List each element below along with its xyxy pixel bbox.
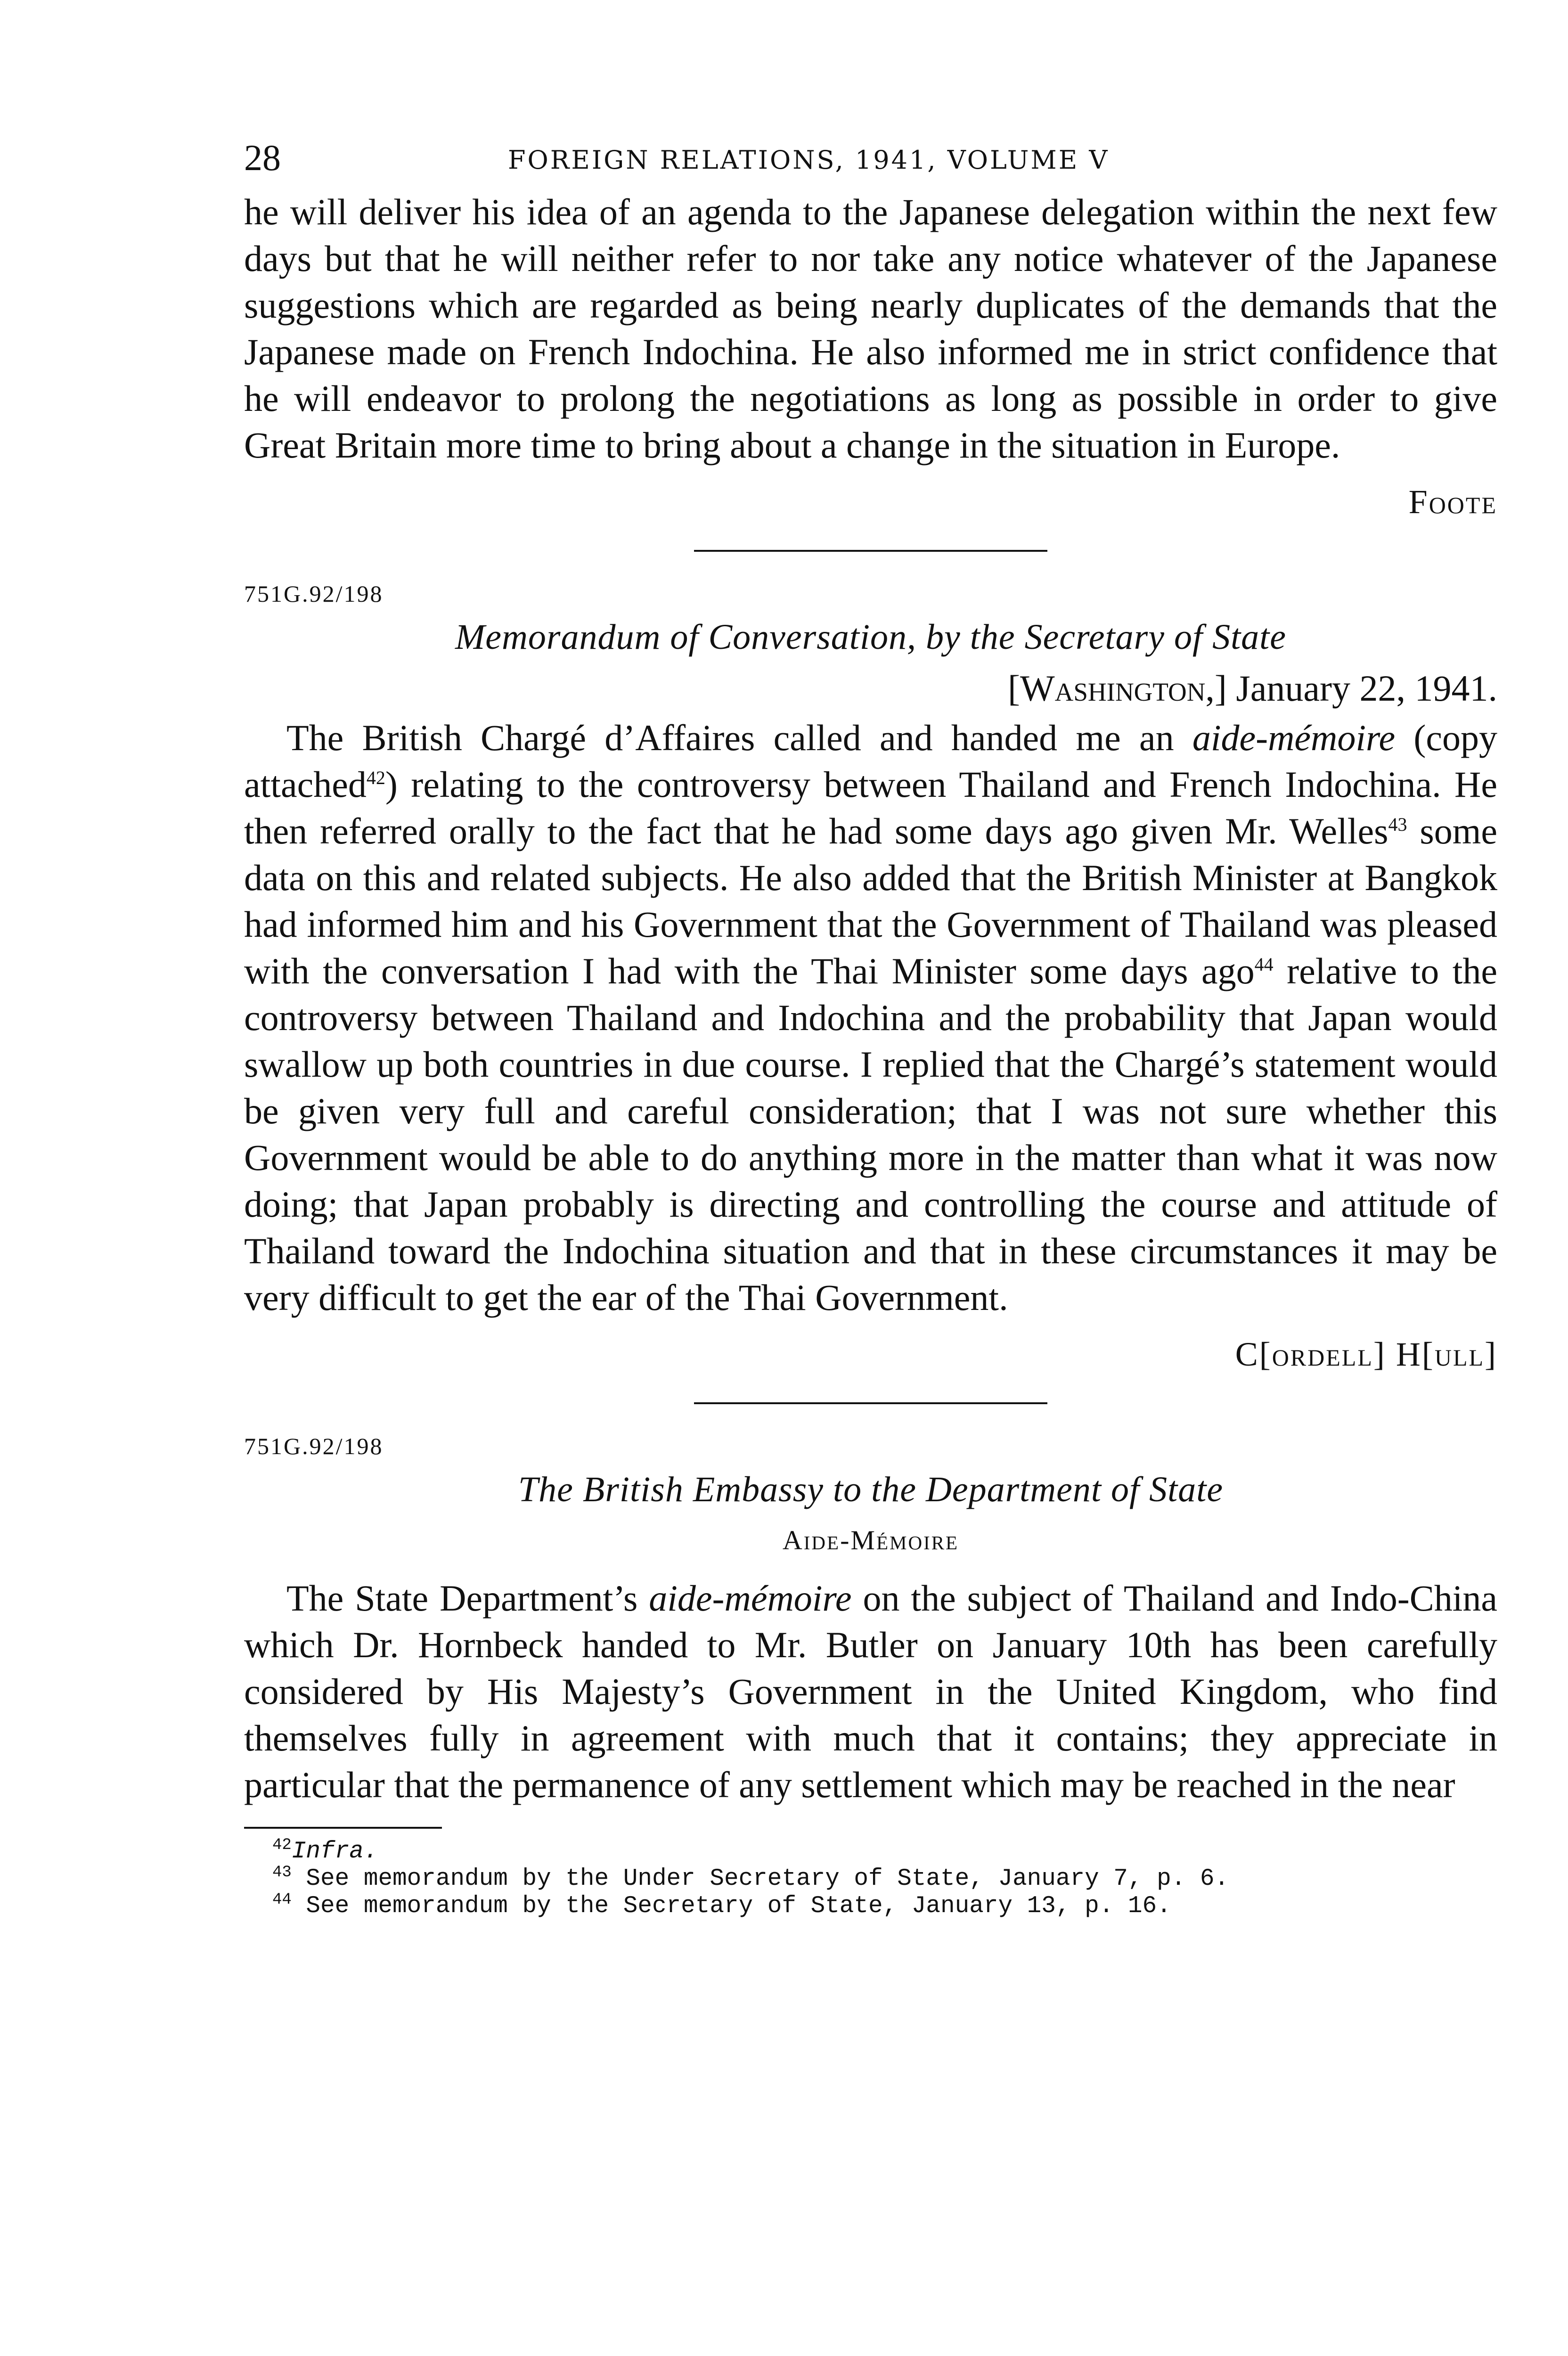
signature-hull: C[ordell] H[ull] <box>1235 1335 1497 1373</box>
footnote-ref-43: 43 <box>1388 814 1407 835</box>
aide-memoire-term: aide-mémoire <box>649 1578 852 1619</box>
aide-memoire-heading: Aide-Mémoire <box>782 1525 959 1555</box>
file-number: 751G.92/198 <box>244 1433 384 1459</box>
footnote-text: See memorandum by the Under Secretary of State, January 7, p. 6. <box>306 1865 1229 1892</box>
footnote-ref-42: 42 <box>366 767 385 788</box>
document-page <box>244 132 1497 1920</box>
memo-text-4: some data on this and related subjects. He also added that the British Minister at Bangkok had informed him and his Government that the Government of Thailand was pleased with the conversation I had with the Thai Minister some days ago <box>244 810 1497 991</box>
page-number: 28 <box>244 137 281 178</box>
aide-text-1: The State Department’s <box>286 1578 649 1619</box>
memo-text-2: (copy attached <box>244 717 1497 805</box>
footnotes <box>244 1838 1497 1920</box>
continued-paragraph: he will deliver his idea of an agenda to the Japanese delegation within the next few days but that he will neither refer to nor take any notice whatever of the Japanese suggestions which are regarded as being nearly duplicates of the demands that the Japanese made on French Indochina. He also informed me in strict confidence that he will endeavor to prolong the negotiations as long as possible in order to give Great Britain more time to bring about a change in the situation in Europe. <box>244 191 1497 466</box>
aide-text-2: on the subject of Thailand and Indo-China which Dr. Hornbeck handed to Mr. Butler on January 10th has been carefully considered by His Majesty’s Government in the United Kingdom, who find themselves fully in agreement with much that it contains; they appreciate in particular that the permanence of any settlement which may be reached in the near <box>244 1578 1498 1805</box>
footnote-number: 44 <box>272 1891 292 1909</box>
section-divider <box>694 1402 1047 1404</box>
file-number: 751G.92/198 <box>244 581 384 607</box>
section-divider <box>694 550 1047 552</box>
dateline-place: [Washington,] <box>1008 668 1227 709</box>
aide-memoire-paragraph <box>244 1575 1497 1808</box>
embassy-title: The British Embassy to the Department of State <box>518 1470 1224 1509</box>
memorandum-title: Memorandum of Conversation, by the Secretary of State <box>455 617 1287 657</box>
footnote-44 <box>272 1893 1497 1920</box>
footnote-number: 42 <box>272 1836 292 1854</box>
memo-text-5: relative to the controversy between Thailand and Indochina and the probability that Japan would swallow up both countries in due course. I replied that the Chargé’s statement would be given very full and careful consideration; that I was not sure whether this Government would be able to do anything more in the matter than what it was now doing; that Japan probably is directing and controlling the course and attitude of Thailand toward the Indochina situation and that in these circumstances it may be very difficult to get the ear of the Thai Government. <box>244 950 1497 1318</box>
aide-memoire-term: aide-mémoire <box>1192 717 1396 758</box>
footnote-42 <box>272 1838 1497 1865</box>
footnote-ref-44: 44 <box>1254 954 1274 975</box>
footnote-number: 43 <box>272 1864 292 1882</box>
footnote-rule <box>244 1827 442 1829</box>
dateline <box>244 667 1497 710</box>
running-head <box>244 132 1497 188</box>
memorandum-paragraph <box>244 714 1497 1321</box>
signature-foote: Foote <box>1408 483 1497 521</box>
memo-text-3: ) relating to the controversy between Thailand and French Indochina. He then referred orally to the fact that he had some days ago given Mr. Welles <box>244 764 1497 851</box>
footnote-43 <box>272 1865 1497 1893</box>
footnote-text: Infra. <box>291 1838 378 1865</box>
running-title: FOREIGN RELATIONS, 1941, VOLUME V <box>508 145 1110 175</box>
footnote-text: See memorandum by the Secretary of State, January 13, p. 16. <box>306 1893 1171 1920</box>
memo-text-1: The British Chargé d’Affaires called and handed me an <box>286 717 1192 758</box>
dateline-date: January 22, 1941. <box>1236 668 1497 709</box>
